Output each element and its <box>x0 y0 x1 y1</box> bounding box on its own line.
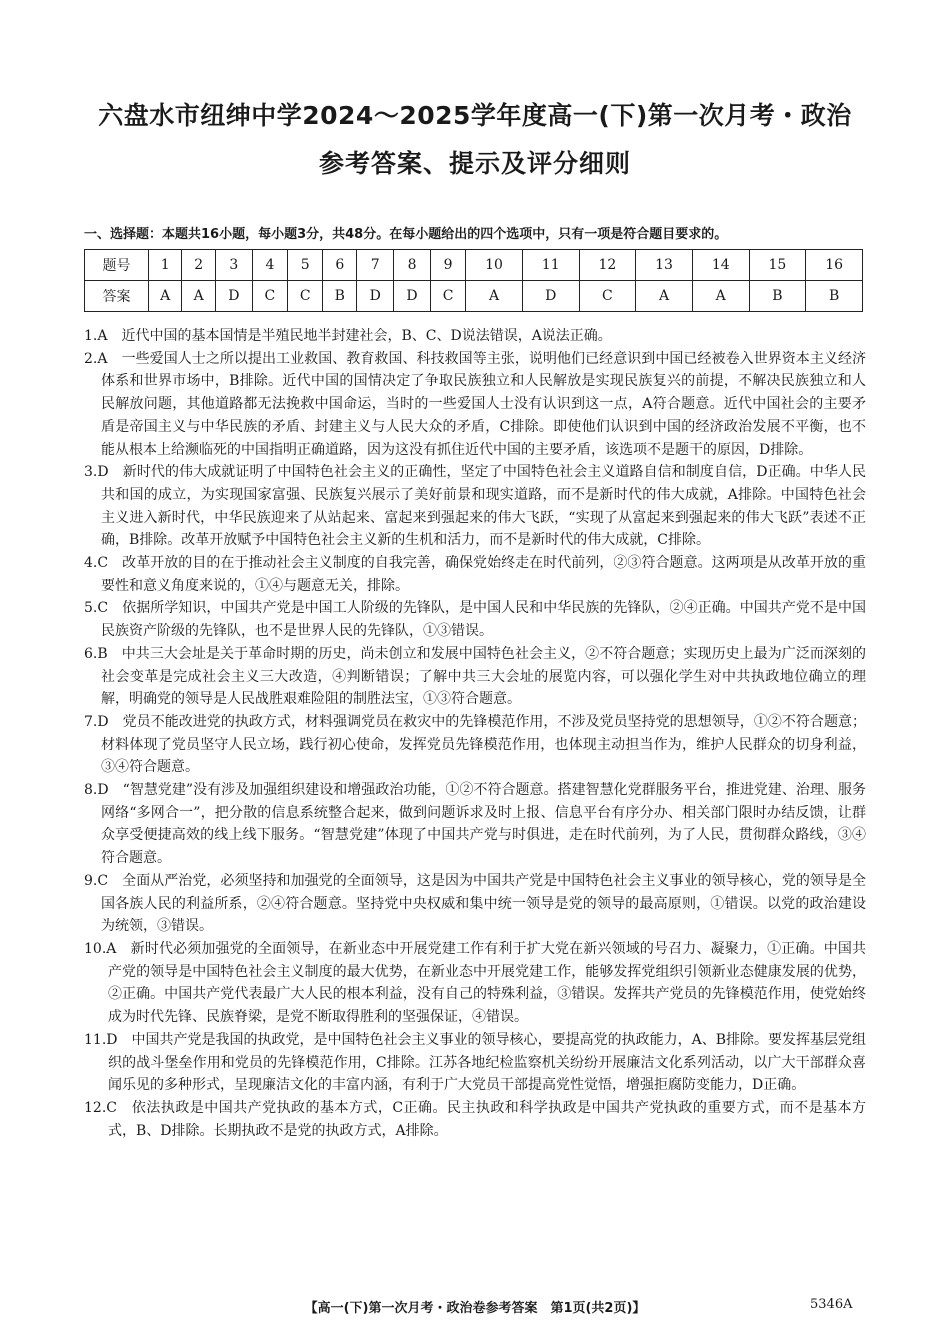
question-number-cell: 2 <box>182 250 215 281</box>
explanation-number: 3.D <box>84 464 109 481</box>
explanation-text: 中共三大会址是关于革命时期的历史，尚未创立和发展中国特色社会主义，②不符合题意；实现历史上最为广泛而深刻的社会变革是完成社会主义三大改造，④判断错误；了解中共三大会址的展览内容，可以强化学生对中共执政地位确立的理解，明确党的领导是人民战胜艰难险阻的制胜法宝，①③符合题意。 <box>101 645 867 708</box>
explanation-text: 全面从严治党，必须坚持和加强党的全面领导，这是因为中国共产党是中国特色社会主义事业的领导核心，党的领导是全国各族人民的利益所系，②④符合题意。坚持党中央权威和集中统一领导是党的领导的最高原则，①错误。以党的政治建设为统领，③错误。 <box>101 872 867 935</box>
explanation-item <box>84 938 866 1029</box>
question-number-cell: 8 <box>394 250 431 281</box>
explanation-text: 党员不能改进党的执政方式，材料强调党员在救灾中的先锋模范作用，不涉及党员坚持党的思想领导，①②不符合题意；材料体现了党员坚守人民立场，践行初心使命，发挥党员先锋模范作用，也体现主动担当作为，维护人民群众的切身利益，③④符合题意。 <box>101 713 867 776</box>
answer-cell: D <box>394 281 431 312</box>
answer-cell: A <box>692 281 749 312</box>
answer-cell: D <box>215 281 252 312</box>
explanation-item <box>84 779 866 870</box>
explanation-item <box>84 870 866 938</box>
question-number-cell: 1 <box>149 250 182 281</box>
explanation-item <box>84 711 866 779</box>
answer-table-answer-row <box>85 281 863 312</box>
question-number-cell: 14 <box>692 250 749 281</box>
answer-cell: D <box>522 281 579 312</box>
explanation-text: 新时代的伟大成就证明了中国特色社会主义的正确性，坚定了中国特色社会主义道路自信和制度自信，D正确。中华人民共和国的成立，为实现国家富强、民族复兴展示了美好前景和现实道路，而不是新时代的伟大成就，A排除。中国特色社会主义进入新时代，中华民族迎来了从站起来、富起来到强起来的伟大飞跃，“实现了从富起来到强起来的伟大飞跃”表述不正确，B排除。改革开放赋予中国特色社会主义新的生机和活力，而不是新时代的伟大成就，C排除。 <box>101 464 866 549</box>
explanation-item <box>84 325 866 348</box>
explanation-number: 8.D <box>84 782 109 799</box>
answer-cell: A <box>636 281 693 312</box>
question-number-cell: 5 <box>288 250 323 281</box>
question-number-cell: 4 <box>252 250 287 281</box>
explanation-text: 一些爱国人士之所以提出工业救国、教育救国、科技救国等主张，说明他们已经意识到中国已经被卷入世界资本主义经济体系和世界市场中，B排除。近代中国的国情决定了争取民族独立和人民解放是实现民族复兴的前提，不解决民族独立和人民解放问题，其他道路都无法挽救中国命运，当时的一些爱国人士没有认识到这一点，A符合题意。近代中国社会的主要矛盾是帝国主义与中华民族的矛盾、封建主义与人民大众的矛盾，C排除。即使他们认识到中国的经济政治发展不平衡，也不能从根本上给濒临死的中国指明正确道路，因为这没有抓住近代中国的主要矛盾，该选项不是题干的原因，D排除。 <box>101 350 866 458</box>
question-number-cell: 7 <box>357 250 394 281</box>
explanation-item <box>84 1097 866 1142</box>
explanation-number: 2.A <box>84 350 108 367</box>
page-title: 六盘水市纽绅中学2024～2025学年度高一(下)第一次月考・政治 <box>98 101 852 130</box>
answer-cell: B <box>749 281 806 312</box>
explanation-text: “智慧党建”没有涉及加强组织建设和增强政治功能，①②不符合题意。搭建智慧化党群服务平台，推进党建、治理、服务网络“多网合一”，把分散的信息系统整合起来，做到问题诉求及时上报、信息平台有序分办、相关部门限时办结反馈，让群众享受便捷高效的线上线下服务。“智慧党建”体现了中国共产党与时俱进，走在时代前列，为了人民，贯彻群众路线，③④符合题意。 <box>101 782 867 867</box>
page-footer: 【高一(下)第一次月考・政治卷参考答案 第1页(共2页)】 <box>304 1301 646 1316</box>
explanation-item <box>84 461 866 552</box>
question-number-cell: 6 <box>323 250 357 281</box>
explanation-item <box>84 597 866 642</box>
explanation-number: 12.C <box>84 1099 117 1116</box>
explanation-item <box>84 1029 866 1097</box>
explanation-text: 新时代必须加强党的全面领导，在新业态中开展党建工作有利于扩大党在新兴领域的号召力、凝聚力，①正确。中国共产党的领导是中国特色社会主义制度的最大优势，在新业态中开展党建工作，能够发挥党组织引领新业态健康发展的优势，②正确。中国共产党代表最广大人民的根本利益，没有自己的特殊利益，③错误。发挥共产党员的先锋模范作用，使党始终成为时代先锋、民族脊梁，是党不断取得胜利的坚强保证，④错误。 <box>108 940 867 1026</box>
question-number-cell: 15 <box>749 250 806 281</box>
explanation-number: 9.C <box>84 872 109 889</box>
explanation-text: 依据所学知识，中国共产党是中国工人阶级的先锋队，是中国人民和中华民族的先锋队，②④正确。中国共产党不是中国民族资产阶级的先锋队，也不是世界人民的先锋队，①③错误。 <box>101 600 867 640</box>
answer-cell: A <box>466 281 523 312</box>
question-number-cell: 9 <box>430 250 465 281</box>
answer-table-number-row <box>85 250 863 281</box>
page-subtitle: 参考答案、提示及评分细则 <box>318 149 631 178</box>
answer-cell: B <box>806 281 863 312</box>
explanation-item <box>84 552 866 597</box>
explanation-text: 依法执政是中国共产党执政的基本方式，C正确。民主执政和科学执政是中国共产党执政的重要方式，而不是基本方式，B、D排除。长期执政不是党的执政方式，A排除。 <box>108 1099 866 1139</box>
question-number-cell: 12 <box>579 250 636 281</box>
explanation-text: 近代中国的基本国情是半殖民地半封建社会，B、C、D说法错误，A说法正确。 <box>121 328 612 344</box>
explanation-text: 改革开放的目的在于推动社会主义制度的自我完善，确保党始终走在时代前列，②③符合题意。这两项是从改革开放的重要性和意义角度来说的，①④与题意无关，排除。 <box>101 555 867 594</box>
answer-cell: C <box>288 281 323 312</box>
answer-cell: C <box>252 281 287 312</box>
answer-cell: A <box>149 281 182 312</box>
question-number-cell: 13 <box>636 250 693 281</box>
explanation-number: 5.C <box>84 600 109 617</box>
explanation-number: 7.D <box>84 713 109 730</box>
section-header: 一、选择题：本题共16小题，每小题3分，共48分。在每小题给出的四个选项中，只有一项是符合题目要求的。 <box>84 227 728 242</box>
explanation-item <box>84 643 866 711</box>
answer-cell: A <box>182 281 215 312</box>
question-number-cell: 3 <box>215 250 252 281</box>
explanation-number: 1.A <box>84 328 108 344</box>
answer-cell: C <box>430 281 465 312</box>
explanation-number: 10.A <box>84 940 117 957</box>
question-number-cell: 11 <box>522 250 579 281</box>
question-number-cell: 10 <box>466 250 523 281</box>
explanation-number: 6.B <box>84 645 108 662</box>
answer-table <box>84 249 863 312</box>
answer-cell: D <box>357 281 394 312</box>
document-code: 5346A <box>810 1297 853 1312</box>
explanation-number: 4.C <box>84 555 109 572</box>
explanation-number: 11.D <box>84 1031 118 1048</box>
question-number-cell: 16 <box>806 250 863 281</box>
answer-cell: B <box>323 281 357 312</box>
row-label-answer: 答案 <box>85 281 149 312</box>
row-label-number: 题号 <box>85 250 149 281</box>
explanation-item <box>84 348 866 462</box>
answer-cell: C <box>579 281 636 312</box>
explanation-text: 中国共产党是我国的执政党，是中国特色社会主义事业的领导核心，要提高党的执政能力，A、B排除。要发挥基层党组织的战斗堡垒作用和党员的先锋模范作用，C排除。江苏各地纪检监察机关纷纷开展廉洁文化系列活动，以广大干部群众喜闻乐见的多种形式，呈现廉洁文化的丰富内涵，有利于广大党员干部提高党性觉悟，增强拒腐防变能力，D正确。 <box>108 1031 867 1094</box>
explanation-list <box>84 325 866 1142</box>
